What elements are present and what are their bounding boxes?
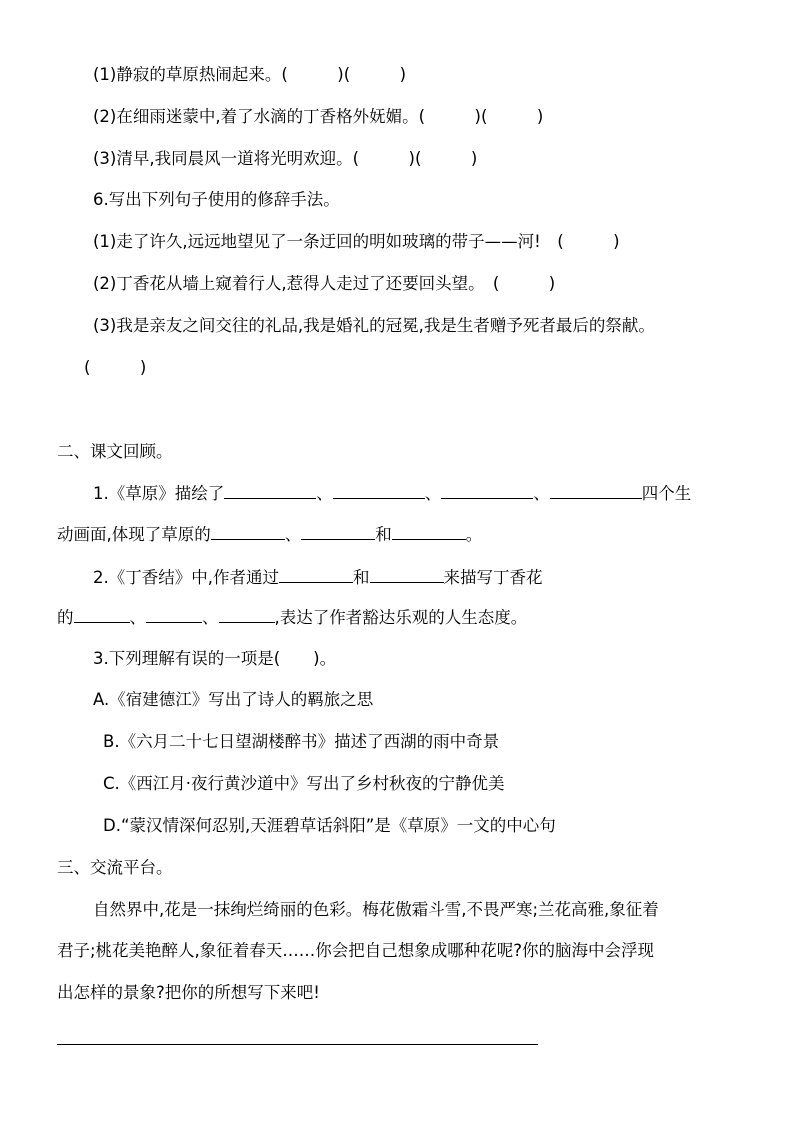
and-word: 和 [375, 525, 392, 544]
separator: 、 [316, 484, 333, 503]
and-word: 和 [353, 568, 370, 587]
exchange-paragraph-line-3: 出怎样的景象?把你的所想写下来吧! [57, 983, 320, 1002]
q3-option-d: D.“蒙汉情深何忍别,天涯碧草话斜阳”是《草原》一文的中心句 [103, 816, 556, 835]
answer-blank[interactable] [74, 606, 130, 623]
period: 。 [465, 525, 483, 544]
q2-prefix: 2.《丁香结》中,作者通过 [93, 568, 279, 587]
section-2-heading: 二、课文回顾。 [57, 442, 173, 461]
q2-suffix: 来描写丁香花 [443, 568, 543, 587]
answer-blank[interactable] [279, 566, 353, 583]
review-q1-line1 [93, 482, 691, 505]
answer-blank[interactable] [370, 566, 444, 583]
separator: 、 [129, 608, 146, 627]
answer-blank[interactable] [333, 482, 425, 499]
q3-option-a: A.《宿建德江》写出了诗人的羁旅之思 [93, 690, 374, 709]
q5-item-1: (1)静寂的草原热闹起来。( )( ) [93, 65, 407, 84]
review-q1-line2 [57, 523, 482, 546]
q1-prefix: 1.《草原》描绘了 [93, 484, 225, 503]
answer-blank[interactable] [219, 606, 275, 623]
answer-blank[interactable] [301, 523, 375, 540]
exchange-paragraph-line-1: 自然界中,花是一抹绚烂绮丽的色彩。梅花傲霜斗雪,不畏严寒;兰花高雅,象征着 [93, 900, 659, 919]
answer-blank[interactable] [392, 523, 466, 540]
separator: 、 [424, 484, 442, 503]
q6-item-2: (2)丁香花从墙上窥着行人,惹得人走过了还要回头望。 ( ) [93, 274, 556, 293]
q5-item-2: (2)在细雨迷蒙中,着了水滴的丁香格外妩媚。( )( ) [93, 107, 544, 126]
review-q2-line2 [57, 606, 527, 629]
review-q3-stem: 3.下列理解有误的一项是( )。 [93, 649, 337, 668]
q3-option-b: B.《六月二十七日望湖楼醉书》描述了西湖的雨中奇景 [103, 732, 500, 751]
q6-item-1: (1)走了许久,远远地望见了一条迂回的明如玻璃的带子——河! ( ) [93, 232, 620, 251]
answer-blank[interactable] [550, 482, 642, 499]
q2-line2-prefix: 的 [57, 608, 74, 627]
q6-title: 6.写出下列句子使用的修辞手法。 [93, 190, 340, 209]
answer-blank[interactable] [211, 523, 285, 540]
separator: 、 [284, 525, 302, 544]
q5-item-3: (3)清早,我同晨风一道将光明欢迎。( )( ) [93, 149, 478, 168]
answer-blank[interactable] [146, 606, 202, 623]
separator: 、 [533, 484, 550, 503]
answer-blank[interactable] [224, 482, 316, 499]
q1-line2-prefix: 动画面,体现了草原的 [57, 525, 211, 544]
q6-item-3-answer: ( ) [84, 358, 147, 377]
writing-answer-line[interactable] [57, 1044, 538, 1045]
q1-suffix: 四个生 [641, 484, 692, 503]
exchange-paragraph-line-2: 君子;桃花美艳醉人,象征着春天……你会把自己想象成哪种花呢?你的脑海中会浮现 [57, 941, 655, 960]
separator: 、 [202, 608, 219, 627]
answer-blank[interactable] [441, 482, 533, 499]
q2-line2-suffix: ,表达了作者豁达乐观的人生态度。 [274, 608, 528, 627]
review-q2-line1 [93, 566, 543, 589]
q3-option-c: C.《西江月·夜行黄沙道中》写出了乡村秋夜的宁静优美 [103, 774, 505, 793]
section-3-heading: 三、交流平台。 [57, 858, 173, 877]
q6-item-3: (3)我是亲友之间交往的礼品,我是婚礼的冠冕,我是生者赠予死者最后的祭献。 [93, 316, 655, 335]
